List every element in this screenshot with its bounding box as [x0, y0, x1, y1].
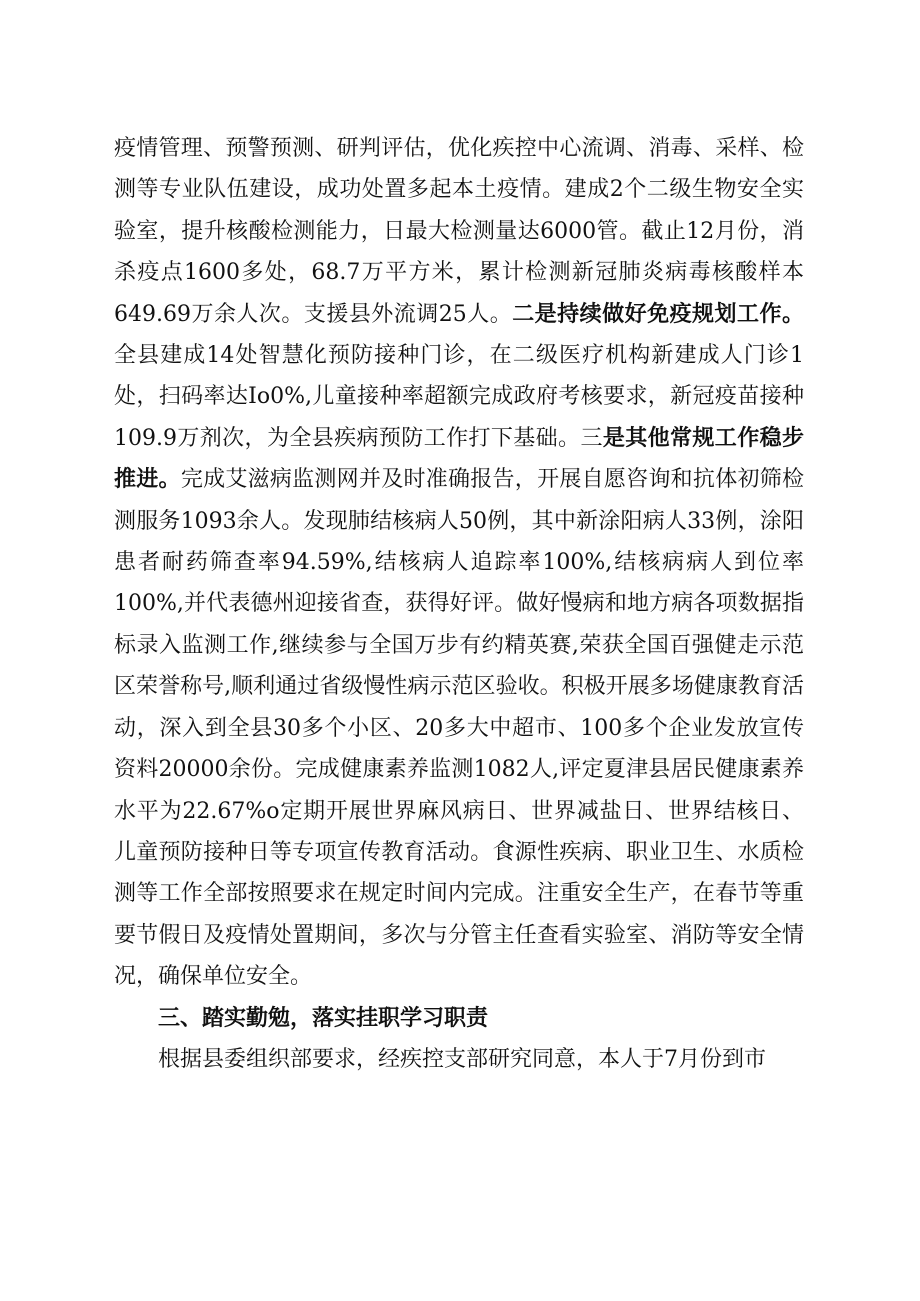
document-body [114, 128, 804, 1080]
bold-lead-immunization: 二是持续做好免疫规划工作。 [512, 300, 804, 327]
paragraph-text: 完成艾滋病监测网并及时准确报告，开展自愿咨询和抗体初筛检测服务1093余人。发现肺结核病人50例，其中新涂阳病人33例，涂阳患者耐药筛查率94.59%,结核病人追踪率100%,结核病病人到位率100%,并代表德州迎接省查，获得好评。做好慢病和地方病各项数据指标录入监测工作,继续参与全国万步有约精英赛,荣获全国百强健走示范区荣誉称号,顺利通过省级慢性病示范区验收。积极开展多场健康教育活动，深入到全县30多个小区、20多大中超市、100多个企业发放宣传资料20000余份。完成健康素养监测1082人,评定夏津县居民健康素养水平为22.67%o定期开展世界麻风病日、世界减盐日、世界结核日、儿童预防接种日等专项宣传教育活动。食源性疾病、职业卫生、水质检测等工作全部按照要求在规定时间内完成。注重安全生产，在春节等重要节假日及疫情处置期间，多次与分管主任查看实验室、消防等安全情况，确保单位安全。 [114, 467, 804, 990]
paragraph-continuation [114, 128, 804, 998]
paragraph-text: 全县建成14处智慧化预防接种门诊，在二级医疗机构新建成人门诊1处，扫码率达Io0%,儿童接种率超额完成政府考核要求，新冠疫苗接种109.9万剂次，为全县疾病预防工作打下基础。三 [114, 343, 804, 451]
section-heading: 三、踏实勤勉，落实挂职学习职责 [158, 1004, 489, 1031]
paragraph-text: 疫情管理、预警预测、研判评估，优化疾控中心流调、消毒、采样、检测等专业队伍建设，成功处置多起本土疫情。建成2个二级生物安全实验室，提升核酸检测能力，日最大检测量达6000管。截止12月份，消杀疫点1600多处，68.7万平方米，累计检测新冠肺炎病毒核酸样本649.69万余人次。支援县外流调25人。 [114, 136, 804, 327]
paragraph-start: 根据县委组织部要求，经疾控支部研究同意，本人于7月份到市 [158, 1046, 766, 1072]
bold-lead-routine-work: 是其他常规工作稳步推进。 [114, 424, 804, 493]
